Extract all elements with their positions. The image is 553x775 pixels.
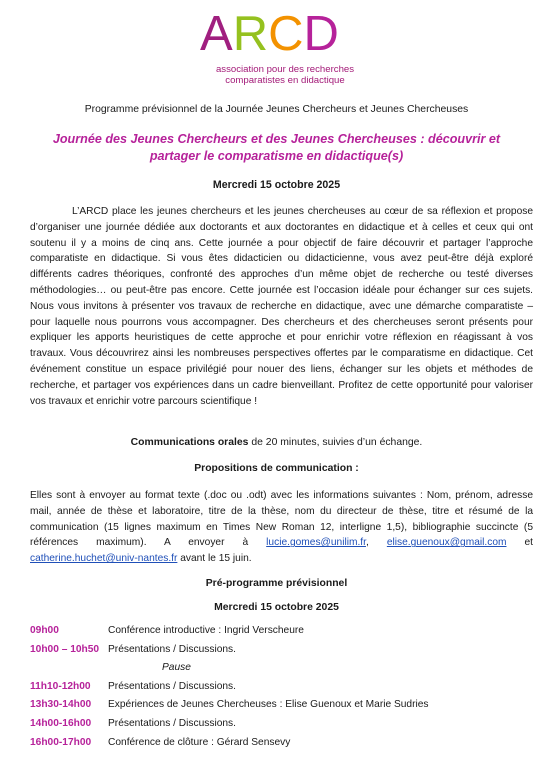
propositions-paragraph bbox=[30, 488, 533, 567]
schedule-list bbox=[30, 625, 533, 755]
propositions-deadline: avant le 15 juin. bbox=[177, 553, 252, 565]
logo-letter-d: D bbox=[303, 7, 339, 61]
schedule-row bbox=[30, 681, 533, 700]
propositions-heading: Propositions de communication : bbox=[194, 463, 359, 474]
schedule-description: Expériences de Jeunes Chercheuses : Elise Guenoux et Marie Sudries bbox=[108, 699, 429, 711]
email-separator-1: , bbox=[365, 537, 387, 549]
schedule-row bbox=[30, 718, 533, 737]
schedule-row bbox=[30, 699, 533, 718]
schedule-pause-label: Pause bbox=[162, 662, 191, 674]
schedule-time: 14h00-16h00 bbox=[30, 717, 92, 729]
schedule-row-pause bbox=[30, 662, 533, 681]
logo-subtitle bbox=[200, 64, 370, 86]
preprogramme-date: Mercredi 15 octobre 2025 bbox=[214, 602, 339, 613]
intro-paragraph: L’ARCD place les jeunes chercheurs et les jeunes chercheuses au cœur de sa réflexion et propose d’organiser une journée dédiée aux doctorants et aux doctorantes en didactique et à celles et ceux qui ont soutenu il y a moins de cinq ans. Cette journée a pour objectif de faire découvrir et partager l’approche comparatiste en didactique. Si vous êtes didacticien ou didacticienne, vous avez peut-être déjà exploré différents cadres théoriques, confronté des approches d’un même objet de recherche ou testé diverses méthodologies… ou peut-être pas encore. Cette journée est l’occasion idéale pour échanger sur ces sujets. Nous vous invitons à présenter vos travaux de recherche en didactique, avec une démarche comparatiste – pour laquelle nous pourrons vous accompagner. Des chercheurs et des chercheuses seront présents pour expliquer les apports heuristiques de cette approche et pour enrichir votre réflexion en réagissant à vos travaux. Vous découvrirez ainsi les nombreuses perspectives offertes par le comparatisme en didactique. Cet événement constitue un espace privilégié pour nouer des liens, échanger sur les objets et méthodes de recherche, et partager vos expériences dans un cadre bienveillant. Profitez de cette opportunité pour valoriser vos travaux et enrichir votre parcours scientifique ! bbox=[30, 206, 533, 407]
schedule-time: 11h10-12h00 bbox=[30, 680, 91, 692]
schedule-row bbox=[30, 737, 533, 756]
oral-communications-rest: de 20 minutes, suivies d’un échange. bbox=[248, 437, 423, 448]
schedule-row bbox=[30, 644, 533, 663]
email-link-elise[interactable]: elise.guenoux@gmail.com bbox=[386, 537, 507, 549]
schedule-row bbox=[30, 625, 533, 644]
logo-letter-c: C bbox=[268, 7, 304, 61]
logo-letter-r: R bbox=[232, 7, 269, 61]
schedule-description: Présentations / Discussions. bbox=[108, 643, 236, 655]
schedule-time: 13h30-14h00 bbox=[30, 699, 92, 711]
oral-communications-bold: Communications orales bbox=[130, 437, 249, 448]
schedule-time: 09h00 bbox=[30, 625, 59, 636]
schedule-time: 10h00 – 10h50 bbox=[30, 643, 100, 655]
arcd-logo bbox=[200, 8, 370, 86]
logo-subtitle-line2: comparatistes en didactique bbox=[225, 75, 345, 86]
logo-letter-a: A bbox=[200, 7, 233, 61]
schedule-description: Présentations / Discussions. bbox=[108, 717, 236, 729]
schedule-description: Conférence introductive : Ingrid Verscheure bbox=[108, 625, 304, 636]
preprogramme-heading: Pré-programme prévisionnel bbox=[205, 578, 348, 589]
oral-communications-note bbox=[30, 437, 523, 448]
email-link-lucie[interactable]: lucie.gomes@unilim.fr bbox=[266, 537, 366, 549]
email-link-catherine[interactable]: catherine.huchet@univ-nantes.fr bbox=[30, 553, 178, 565]
event-date: Mercredi 15 octobre 2025 bbox=[212, 179, 341, 191]
schedule-description: Présentations / Discussions. bbox=[108, 680, 236, 692]
propositions-text: Elles sont à envoyer au format texte (.doc ou .odt) avec les informations suivantes : Nom, prénom, adresse mail, année de thèse et laboratoire, titre de la thèse, nom du directeur de thèse, titre et résumé de la communication (15 lignes maximum en Times New Roman 12, interligne 1,5), bibliographie succincte (5 références maximum). A envoyer à bbox=[30, 490, 533, 549]
logo-letters bbox=[200, 8, 370, 60]
logo-subtitle-line1: association pour des recherches bbox=[215, 64, 355, 75]
email-separator-2: et bbox=[506, 537, 533, 549]
document-header: Programme prévisionnel de la Journée Jeunes Chercheurs et Jeunes Chercheuses bbox=[84, 104, 469, 115]
event-title: Journée des Jeunes Chercheurs et des Jeunes Chercheuses : découvrir et partager le comparatisme en didactique(s) bbox=[52, 132, 501, 163]
schedule-description: Conférence de clôture : Gérard Sensevy bbox=[108, 736, 291, 748]
schedule-time: 16h00-17h00 bbox=[30, 736, 92, 748]
